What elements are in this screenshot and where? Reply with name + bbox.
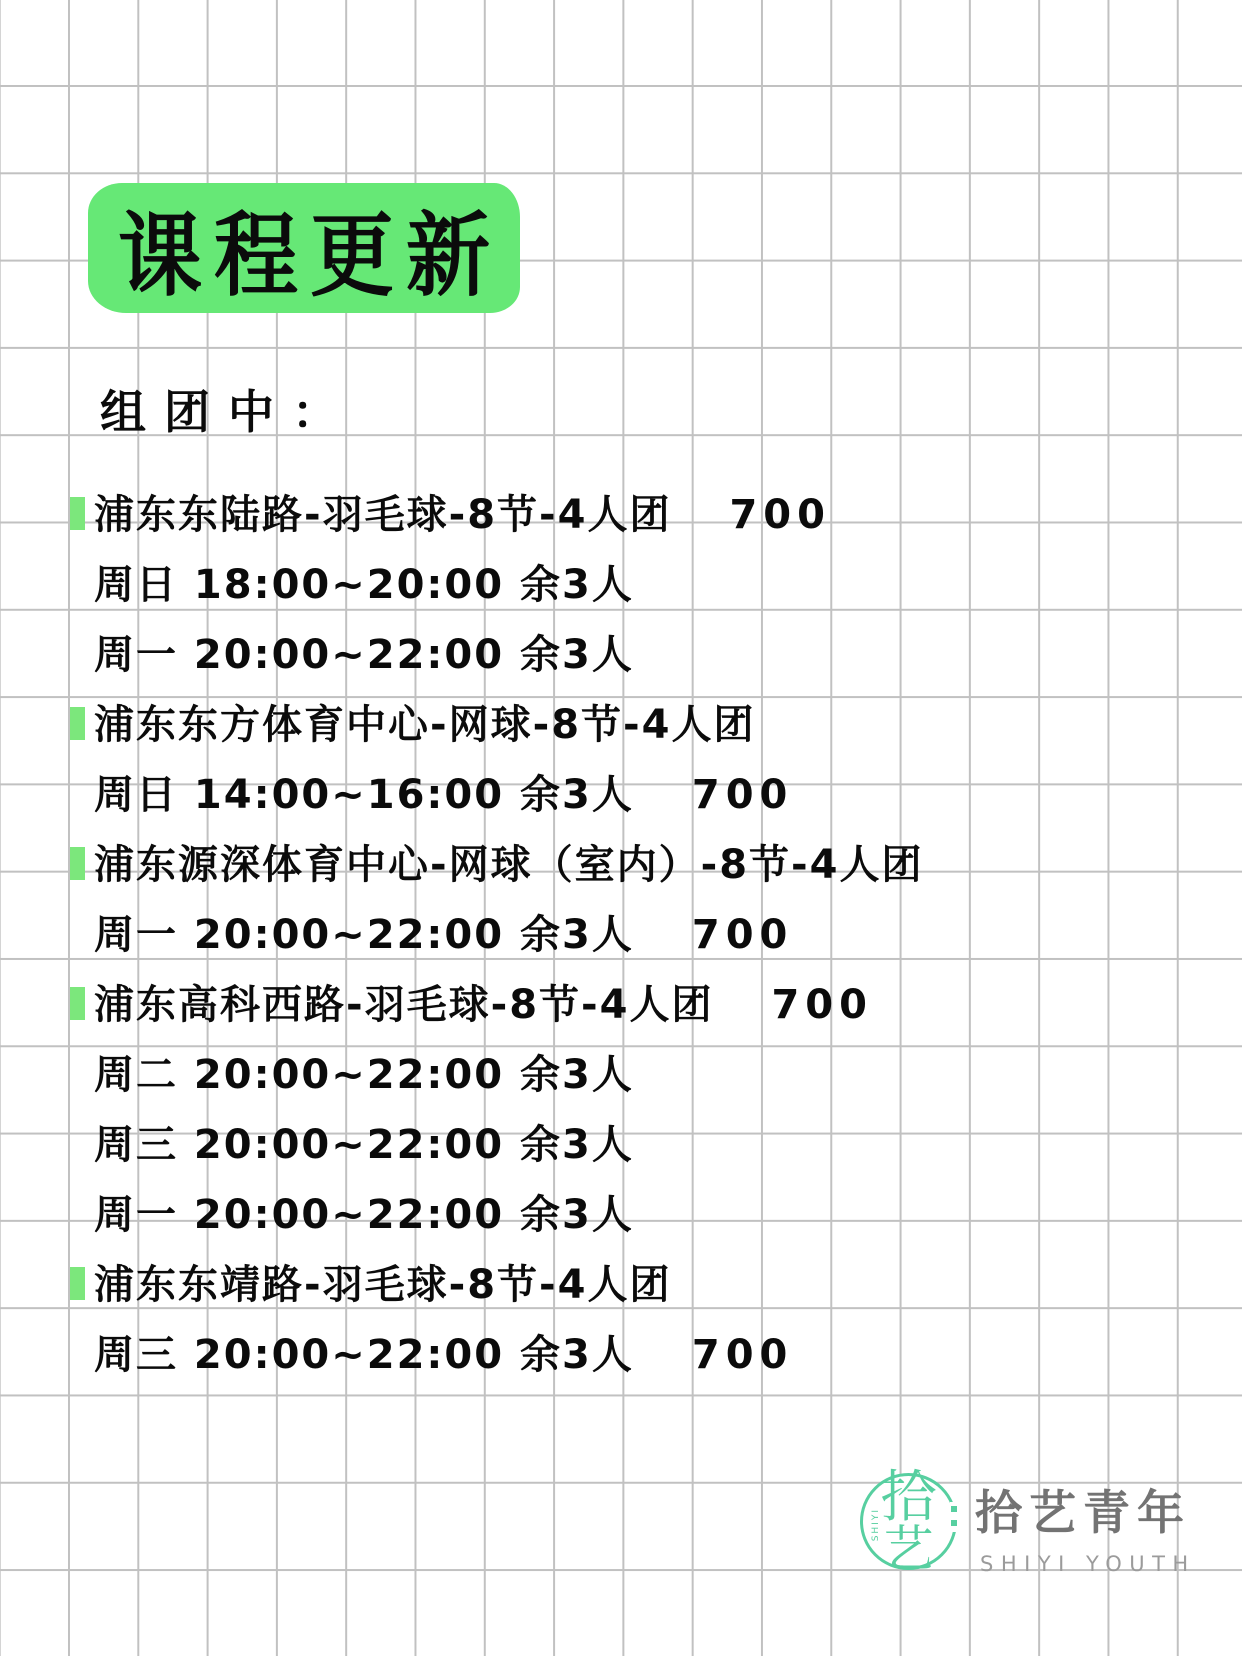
logo-text-block (975, 1462, 1196, 1576)
bullet-marker-icon (70, 707, 85, 740)
session-line (70, 900, 1170, 970)
session-schedule: 周日 18:00~20:00 余3人 (94, 562, 634, 608)
session-price: 700 (691, 772, 794, 818)
bullet-marker-icon (70, 987, 85, 1020)
session-line (70, 760, 1170, 830)
course-list (70, 480, 1170, 1390)
course-title-line (70, 1250, 1170, 1320)
course-title: 浦东源深体育中心-网球（室内）-8节-4人团 (94, 842, 924, 888)
bullet-marker-icon (70, 497, 85, 530)
session-line (70, 620, 1170, 690)
bullet-marker-icon (70, 1267, 85, 1300)
course-title-line (70, 970, 1170, 1040)
session-schedule: 周日 14:00~16:00 余3人 (94, 772, 634, 818)
course-item (70, 690, 1170, 830)
course-item (70, 830, 1170, 970)
course-title: 浦东东靖路-羽毛球-8节-4人团 (94, 1262, 672, 1308)
brand-name-cn: 拾艺青年 (975, 1486, 1191, 1541)
session-price: 700 (691, 912, 794, 958)
session-schedule: 周一 20:00~22:00 余3人 (94, 632, 634, 678)
logo-circle-icon (860, 1465, 957, 1578)
course-title-line (70, 690, 1170, 760)
session-line (70, 1180, 1170, 1250)
course-title-line (70, 480, 1170, 550)
course-item (70, 480, 1170, 690)
title-highlight-badge (88, 183, 520, 313)
session-line (70, 1320, 1170, 1390)
course-title: 浦东东方体育中心-网球-8节-4人团 (94, 702, 756, 748)
course-title: 浦东东陆路-羽毛球-8节-4人团 (94, 492, 672, 538)
logo-character-top: 拾 (880, 1465, 937, 1530)
session-line (70, 550, 1170, 620)
session-line (70, 1110, 1170, 1180)
session-price: 700 (691, 1332, 794, 1378)
session-schedule: 周三 20:00~22:00 余3人 (94, 1122, 634, 1168)
subtitle-grouping-status: 组团中： (100, 385, 356, 439)
course-price: 700 (771, 982, 873, 1028)
course-item (70, 1250, 1170, 1390)
logo-vertical-text: SHIYI (871, 1508, 881, 1542)
session-schedule: 周三 20:00~22:00 余3人 (94, 1332, 634, 1378)
session-schedule: 周二 20:00~22:00 余3人 (94, 1052, 634, 1098)
course-title: 浦东高科西路-羽毛球-8节-4人团 (94, 982, 714, 1028)
brand-name-en: SHIYI YOUTH (980, 1552, 1196, 1576)
session-line (70, 1040, 1170, 1110)
brand-logo (860, 1462, 1196, 1576)
bullet-marker-icon (70, 847, 85, 880)
session-schedule: 周一 20:00~22:00 余3人 (94, 912, 634, 958)
page-title: 课程更新 (117, 202, 502, 308)
course-price: 700 (729, 492, 831, 538)
logo-dot-icon (951, 1520, 957, 1526)
course-title-line (70, 830, 1170, 900)
logo-dot-icon (951, 1506, 957, 1512)
logo-character-bottom: 艺 (883, 1520, 934, 1578)
course-item (70, 970, 1170, 1250)
session-schedule: 周一 20:00~22:00 余3人 (94, 1192, 634, 1238)
